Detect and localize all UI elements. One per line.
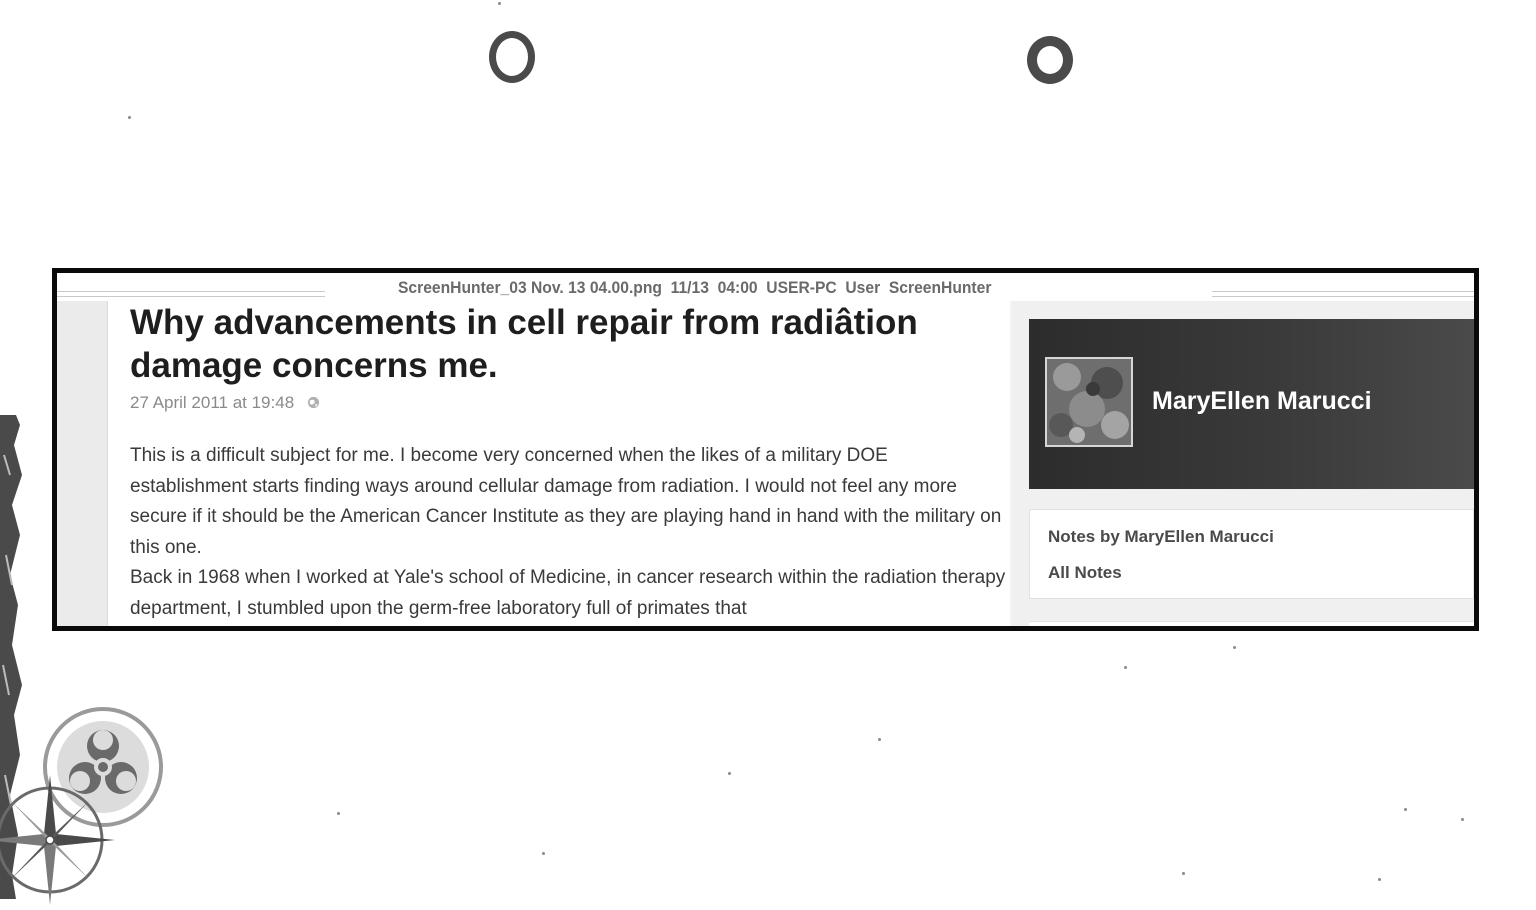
meta-rule-left [57,291,325,297]
speck [1461,818,1464,821]
speck [128,116,131,119]
meta-rule-right [1212,291,1474,297]
punch-hole-left [489,31,535,83]
punch-hole-right [1027,36,1073,84]
note-date-row [130,393,320,413]
profile-name-link[interactable]: MaryEllen Marucci [1152,387,1372,415]
globe-icon[interactable] [307,396,320,409]
next-sidebar-box [1029,621,1474,631]
notes-by-link[interactable]: Notes by MaryEllen Marucci [1048,527,1274,546]
notes-box [1029,509,1474,599]
note-paragraph: This is a difficult subject for me. I become very concerned when the likes of a military DOE establishment starts finding ways around cellular damage from radiation. I would not feel any more secure if it should be the American Cancer Institute as they are playing hand in hand with the military on this one. [130,445,1002,558]
speck [728,772,731,775]
avatar-photo [1047,359,1131,445]
note-title: Why advancements in cell repair from radiâtion damage concerns me. [130,303,918,385]
speck [1233,646,1236,649]
speck [1404,808,1407,811]
speck [1182,872,1185,875]
profile-card [1029,319,1474,489]
speck [542,852,545,855]
speck [498,2,501,5]
speck [878,738,881,741]
note-paragraph: Back in 1968 when I worked at Yale's school of Medicine, in cancer research within the radiation therapy department, I stumbled upon the germ-free laboratory full of primates that [130,567,1006,619]
compass-rose-icon [0,770,120,910]
capture-meta-bar [57,273,1474,301]
left-gutter [57,301,108,631]
all-notes-link[interactable]: All Notes [1048,563,1122,582]
screenshot-frame [52,268,1479,631]
capture-meta-text: ScreenHunter_03 Nov. 13 04.00.png 11/13 04:00 USER-PC User ScreenHunter [398,278,992,297]
note-body [130,441,1010,624]
speck [337,812,340,815]
note-date[interactable]: 27 April 2011 at 19:48 [130,393,295,412]
note-article [108,301,1010,631]
avatar[interactable] [1045,357,1133,447]
speck [1378,878,1381,881]
sidebar [1012,301,1474,631]
speck [1124,666,1127,669]
